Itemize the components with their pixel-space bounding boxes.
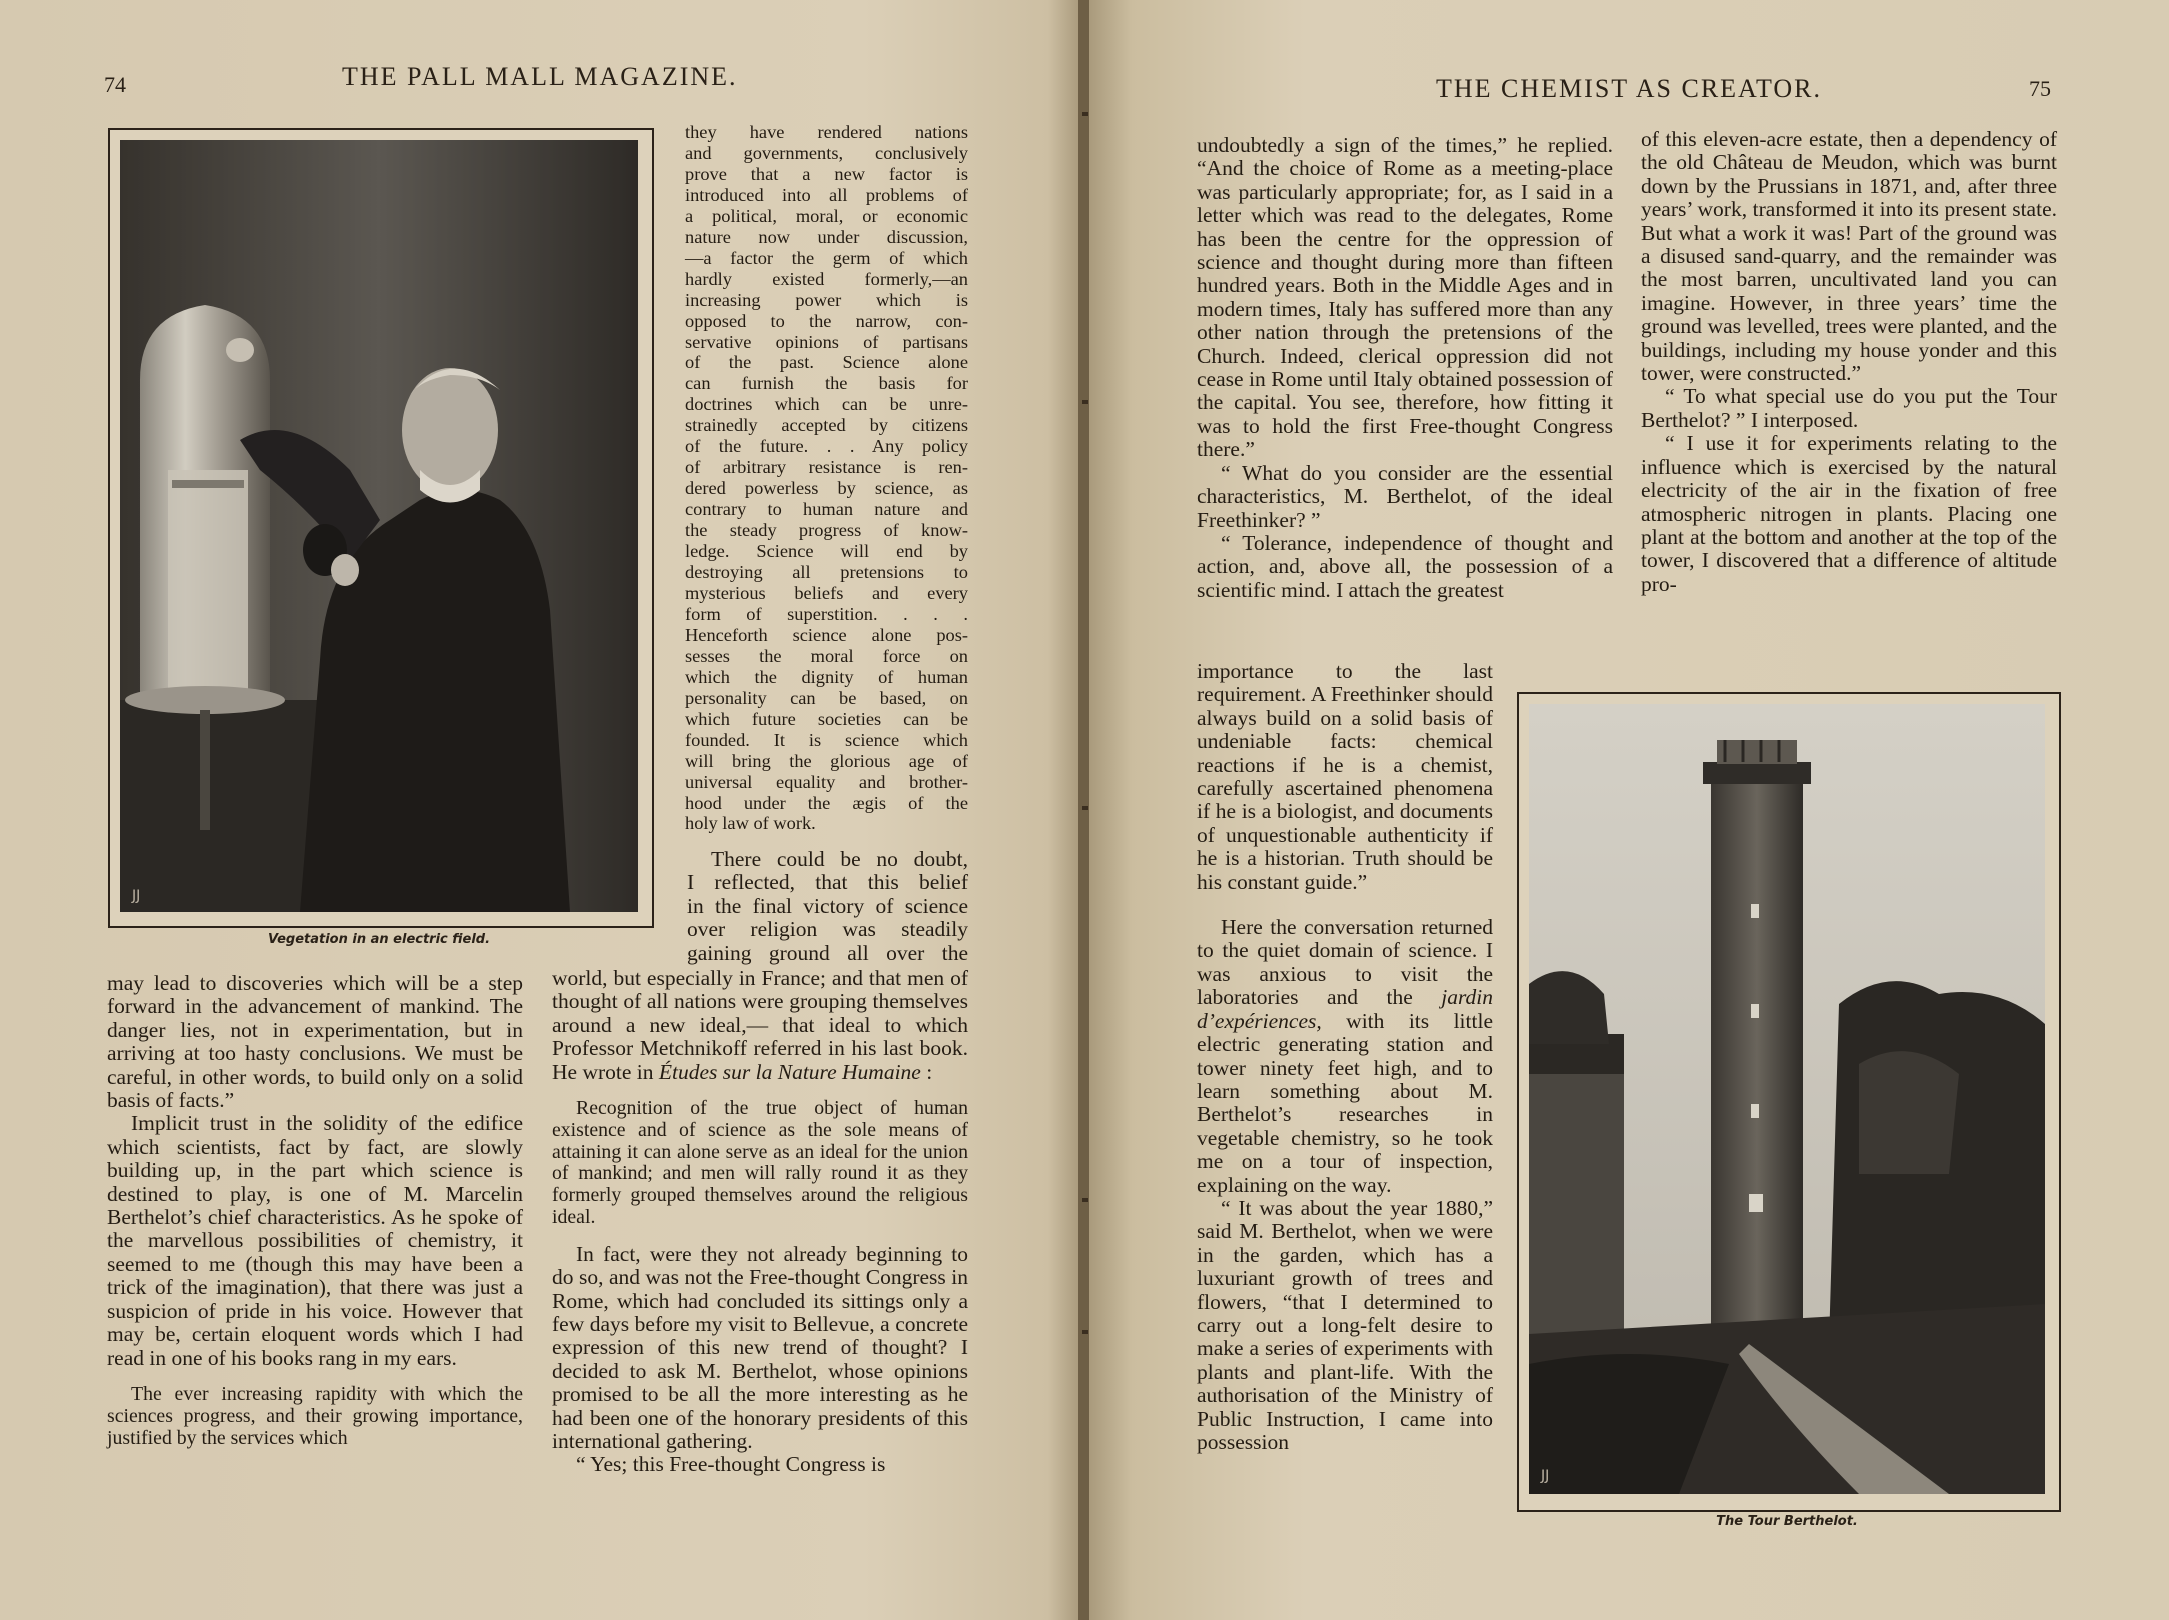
- quote-line: prove that a new factor is: [685, 163, 968, 184]
- quote-line: will bring the glorious age of: [685, 750, 968, 771]
- quote-line: —a factor the germ of which: [685, 247, 968, 268]
- binding-stitch: [1082, 1198, 1088, 1202]
- left-page-number: 74: [104, 72, 126, 97]
- quote-line: of the past. Science alone: [685, 352, 968, 373]
- quote-line: can furnish the basis for: [685, 373, 968, 394]
- para-tolerance-cont: importance to the last requirement. A Freethinker should always build on a solid basis of undeniable facts: chemical reactions if he is a chemist, carefully ascertained phenomena if he is a biologist, and documents of unquestionable authenticity if he is a historian. Truth should be his constant guide.”: [1197, 659, 1493, 894]
- left-col2-para-b-narrow: [687, 848, 968, 965]
- quote-line: of arbitrary resistance is ren-: [685, 457, 968, 478]
- quote-line: they have rendered nations: [685, 122, 968, 142]
- photo-monogram: JJ: [132, 888, 141, 904]
- right-col2-body: [1641, 128, 2057, 596]
- text-line: There could be no doubt,: [711, 847, 968, 871]
- quote-line: opposed to the narrow, con-: [685, 310, 968, 331]
- quote-line: of the future. . . Any policy: [685, 436, 968, 457]
- para-experiments-nitrogen: “ I use it for experiments relating to the influence which is exercised by the natural electricity of the air in the fixation of free atmospheric nitrogen in plants. Placing one plant at the bottom and another at the top of the tower, I discovered that a difference of altitude pro-: [1641, 431, 2057, 596]
- para-world-ideal: world, but especially in France; and that men of thought of all nations were grouping themselves around a new ideal,— that ideal to which Professor Metchnikoff referred in his last book. He wrote in Études sur la Nature Humaine :: [552, 966, 968, 1084]
- text-line: gaining ground all over the: [687, 940, 968, 965]
- quote-line: sesses the moral force on: [685, 645, 968, 666]
- left-running-head: THE PALL MALL MAGAZINE.: [342, 62, 738, 91]
- right-page: [1089, 0, 2169, 1620]
- figure-electric-field-caption: Vegetation in an electric field.: [267, 932, 491, 947]
- quote-line: introduced into all problems of: [685, 184, 968, 205]
- left-page: [0, 0, 1080, 1620]
- quote-line: hardly existed formerly,—an: [685, 268, 968, 289]
- para-implicit-trust: Implicit trust in the solidity of the edifice which scientists, fact by fact, are slowly building up, in the part which science is destined to play, is one of M. Marcelin Berthelot’s chief characteristics. As he spoke of the marvellous possibilities of chemistry, it seemed to me (though this may have been a trick of the imagination), that there was just a suspicion of pride in his voice. However that may be, certain eloquent words which I had read in one of his books rang in my ears.: [107, 1111, 523, 1370]
- para-free-thought-congress: In fact, were they not already beginning to do so, and was not the Free-thought Congress in Rome, which had concluded its sittings only a few days before my visit to Bellevue, a concrete expression of this new trend of thought? I decided to ask M. Berthelot, whose opinions promised to be all the more interesting as he had been one of the honorary presidents of this international gathering.: [552, 1241, 968, 1454]
- quote-line: hood under the ægis of the: [685, 792, 968, 813]
- quote-line: the steady progress of know-: [685, 520, 968, 541]
- quote-line: nature now under discussion,: [685, 226, 968, 247]
- para-discoveries: may lead to discoveries which will be a step forward in the advancement of mankind. The danger lies, not in experimentation, but in arriving at too hasty conclusions. We must be careful, in other words, to build only on a solid basis of facts.”: [107, 971, 523, 1113]
- right-col1-narrow: [1197, 660, 1493, 1454]
- para-essential-characteristics: “ What do you consider are the essential characteristics, M. Berthelot, of the ideal Freethinker? ”: [1197, 460, 1613, 532]
- figure-tour-photo: [1529, 704, 2045, 1494]
- photo-monogram: JJ: [1541, 1468, 1550, 1484]
- binding-stitch: [1082, 112, 1088, 116]
- metchnikoff-quote: Recognition of the true object of human existence and of science as the sole means of attaining it can alone serve as an ideal for the union of mankind; and men will rally round it as they formerly grouped themselves around the religious ideal.: [552, 1097, 968, 1229]
- quote-line: contrary to human nature and: [685, 499, 968, 520]
- figure-tour-caption: The Tour Berthelot.: [1716, 1514, 1858, 1529]
- quote-line: destroying all pretensions to: [685, 562, 968, 583]
- quote-line: servative opinions of partisans: [685, 331, 968, 352]
- para-tolerance: “ Tolerance, independence of thought and action, and, above all, the possession of a scientific mind. I attach the greatest: [1197, 530, 1613, 602]
- book-title-etudes: Études sur la Nature Humaine: [658, 1059, 921, 1084]
- para-sign-of-times: undoubtedly a sign of the times,” he replied. “And the choice of Rome as a meeting-place was particularly appropriate; for, as I said in a letter which was read to the delegates, Rome has been the centre for the oppression of science and thought during more than fifteen hundred years. Both in the Middle Ages and in modern times, Italy has suffered more than any other nation through the pretensions of the Church. Indeed, clerical oppression did not cease in Rome until Italy obtained possession of the capital. You see, therefore, how fitting it was to hold the first Free-thought Congress there.”: [1197, 133, 1613, 462]
- quote-line: a political, moral, or economic: [685, 205, 968, 226]
- text-line: in the final victory of science: [687, 893, 968, 918]
- para-special-use: “ To what special use do you put the Tour Berthelot? ” I interposed.: [1641, 384, 2057, 432]
- quote-line: doctrines which can be unre-: [685, 394, 968, 415]
- berthelot-quote-start: The ever increasing rapidity with which the sciences progress, and their growing importance, justified by the services which: [107, 1382, 523, 1449]
- quote-line: which the dignity of human: [685, 666, 968, 687]
- quote-line: strainedly accepted by citizens: [685, 415, 968, 436]
- quote-line: Henceforth science alone pos-: [685, 624, 968, 645]
- text-line: over religion was steadily: [687, 917, 968, 942]
- right-page-number: 75: [2029, 76, 2051, 101]
- quote-line: holy law of work.: [685, 813, 816, 834]
- binding-stitch: [1082, 400, 1088, 404]
- quote-line: founded. It is science which: [685, 729, 968, 750]
- text-line: I reflected, that this belief: [687, 870, 968, 895]
- para-conversation-returned: Here the conversation returned to the quiet domain of science. I was anxious to visit the laboratories and the jardin d’expériences, with its little electric generating station and tower ninety feet high, and to learn something about M. Berthelot’s researches in vegetable chemistry, so he took me on a tour of inspection, explaining on the way.: [1197, 915, 1494, 1197]
- right-col1-body: [1197, 134, 1613, 602]
- col2-quote-lines: [685, 122, 968, 834]
- jardin-italic: jardin d’expériences,: [1197, 985, 1494, 1033]
- quote-line: mysterious beliefs and every: [685, 582, 968, 603]
- quote-line: increasing power which is: [685, 289, 968, 310]
- figure-electric-field-photo: [120, 140, 638, 912]
- right-running-head: THE CHEMIST AS CREATOR.: [1436, 74, 1822, 103]
- left-col2-top-text: [685, 122, 968, 834]
- para-eleven-acre: of this eleven-acre estate, then a dependency of the old Château de Meudon, which was burnt down by the Prussians in 1871, and, after three years’ work, transformed it into its present state. But what a work it was! Part of the ground was a disused sand-quarry, and the remainder was the most barren, uncultivated land you can imagine. However, in three years’ time the ground was levelled, trees were planted, and the buildings, including my house yonder and this tower, were constructed.”: [1641, 127, 2057, 386]
- quote-line: which future societies can be: [685, 708, 968, 729]
- para-about-1880: “ It was about the year 1880,” said M. Berthelot, when we were in the garden, which has a luxuriant growth of trees and flowers, “that I determined to carry out a long-felt desire to make a series of experiments with plants and plant-life. With the authorisation of the Ministry of Public Instruction, I came into possession: [1197, 1195, 1493, 1454]
- quote-line: personality can be based, on: [685, 687, 968, 708]
- quote-line: ledge. Science will end by: [685, 541, 968, 562]
- left-col1-body: [107, 972, 523, 1449]
- quote-line: and governments, conclusively: [685, 142, 968, 163]
- quote-line: form of superstition. . . .: [685, 603, 968, 624]
- quote-line: universal equality and brother-: [685, 771, 968, 792]
- left-col2-body: [552, 967, 968, 1477]
- para-yes-congress: “ Yes; this Free-thought Congress is: [576, 1452, 886, 1477]
- binding-stitch: [1082, 1330, 1088, 1334]
- binding-stitch: [1082, 806, 1088, 810]
- quote-line: dered powerless by science, as: [685, 478, 968, 499]
